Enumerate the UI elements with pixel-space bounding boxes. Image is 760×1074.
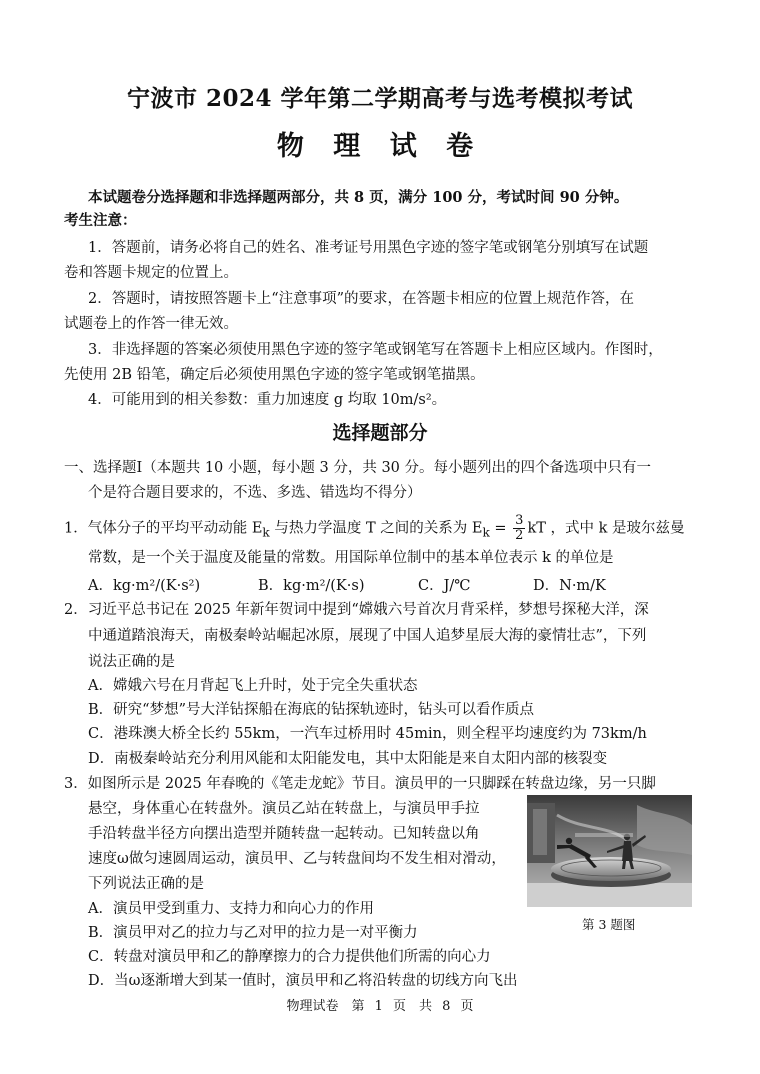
- q2-option-d: D．南极秦岭站充分利用风能和太阳能发电，其中太阳能是来自太阳内部的核裂变: [88, 751, 608, 767]
- q3-option-a: A．演员甲受到重力、支持力和向心力的作用: [88, 901, 374, 917]
- exam-title: 宁波市 2024 学年第二学期高考与选考模拟考试: [126, 85, 634, 112]
- notice-item-3a: 3．非选择题的答案必须使用黑色字迹的签字笔或钢笔写在答题卡上相应区域内。作图时，: [88, 342, 663, 358]
- q1-line-2: 常数，是一个关于温度及能量的常数。用国际单位制中的基本单位表示 k 的单位是: [88, 550, 614, 566]
- q3-stage-photo: [527, 795, 692, 907]
- q3-line-1: 3．如图所示是 2025 年春晚的《笔走龙蛇》节目。演员甲的一只脚踩在转盘边缘，另一只脚: [64, 776, 656, 792]
- q3-line-5: 下列说法正确的是: [88, 876, 204, 892]
- q3-line-3: 手沿转盘半径方向摆出造型并随转盘一起转动。已知转盘以角: [88, 826, 480, 842]
- q1-option-a: A．kg·m²/(K·s²): [88, 578, 201, 594]
- q3-line-2: 悬空，身体重心在转盘外。演员乙站在转盘上，与演员甲手拉: [88, 801, 480, 817]
- q1-line-1: 1．气体分子的平均平动动能 $E_k$ 与热力学温度 T 之间的关系为 $E_k$ = $\frac{3}{2}$ kT ，式中 k 是玻尔兹曼: [64, 513, 685, 543]
- q3-figure-caption: 第 3 题图: [582, 917, 636, 932]
- notice-item-1a: 1．答题前，请务必将自己的姓名、准考证号用黑色字迹的签字笔或钢笔分别填写在试题: [88, 240, 649, 256]
- part1-heading-b: 个是符合题目要求的，不选、多选、错选均不得分）: [88, 485, 422, 501]
- q2-option-b: B．研究“梦想”号大洋钻探船在海底的钻探轨迹时，钻头可以看作质点: [88, 702, 534, 718]
- notice-item-4: 4．可能用到的相关参数：重力加速度 g 均取 10m/s²。: [88, 392, 447, 408]
- q3-line-4: 速度ω做匀速圆周运动，演员甲、乙与转盘间均不发生相对滑动，: [88, 851, 506, 867]
- q2-line-3: 说法正确的是: [88, 654, 175, 670]
- q3-option-b: B．演员甲对乙的拉力与乙对甲的拉力是一对平衡力: [88, 925, 418, 941]
- part1-heading-a: 一、选择题Ⅰ（本题共 10 小题，每小题 3 分，共 30 分。每小题列出的四个备选项中只有一: [64, 460, 652, 476]
- q2-line-2: 中通道踏浪海天，南极秦岭站崛起冰原，展现了中国人追梦星辰大海的豪情壮志”，下列: [88, 628, 647, 644]
- q2-option-c: C．港珠澳大桥全长约 55km，一汽车过桥用时 45min，则全程平均速度约为 73km/h: [88, 726, 647, 742]
- notice-item-1b: 卷和答题卡规定的位置上。: [64, 265, 238, 281]
- q1-option-d: D．N·m/K: [533, 578, 606, 594]
- q2-option-a: A．嫦娥六号在月背起飞上升时，处于完全失重状态: [88, 678, 418, 694]
- q3-option-d: D．当ω逐渐增大到某一值时，演员甲和乙将沿转盘的切线方向飞出: [88, 973, 518, 989]
- q1-option-c: C．J/℃: [418, 578, 471, 594]
- section-title: 选择题部分: [332, 422, 428, 444]
- q3-option-c: C．转盘对演员甲和乙的静摩擦力的合力提供他们所需的向心力: [88, 949, 491, 965]
- notice-item-3b: 先使用 2B 铅笔，确定后必须使用黑色字迹的签字笔或钢笔描黑。: [64, 367, 485, 383]
- exam-subtitle: 物 理 试 卷: [276, 131, 484, 162]
- notice-intro: 本试题卷分选择题和非选择题两部分，共 8 页，满分 100 分，考试时间 90 分钟。: [88, 189, 629, 206]
- page-footer: 物理试卷 第 1 页 共 8 页: [286, 999, 474, 1014]
- notice-item-2a: 2．答题时，请按照答题卡上“注意事项”的要求，在答题卡相应的位置上规范作答，在: [88, 291, 635, 307]
- notice-heading: 考生注意：: [64, 212, 137, 229]
- q1-fraction: $\frac{3}{2}$: [515, 513, 524, 543]
- q2-line-1: 2．习近平总书记在 2025 年新年贺词中提到“嫦娥六号首次月背采样，梦想号探秘大洋，深: [64, 602, 649, 618]
- notice-item-2b: 试题卷上的作答一律无效。: [64, 316, 238, 332]
- q1-option-b: B．kg·m²/(K·s): [258, 578, 365, 594]
